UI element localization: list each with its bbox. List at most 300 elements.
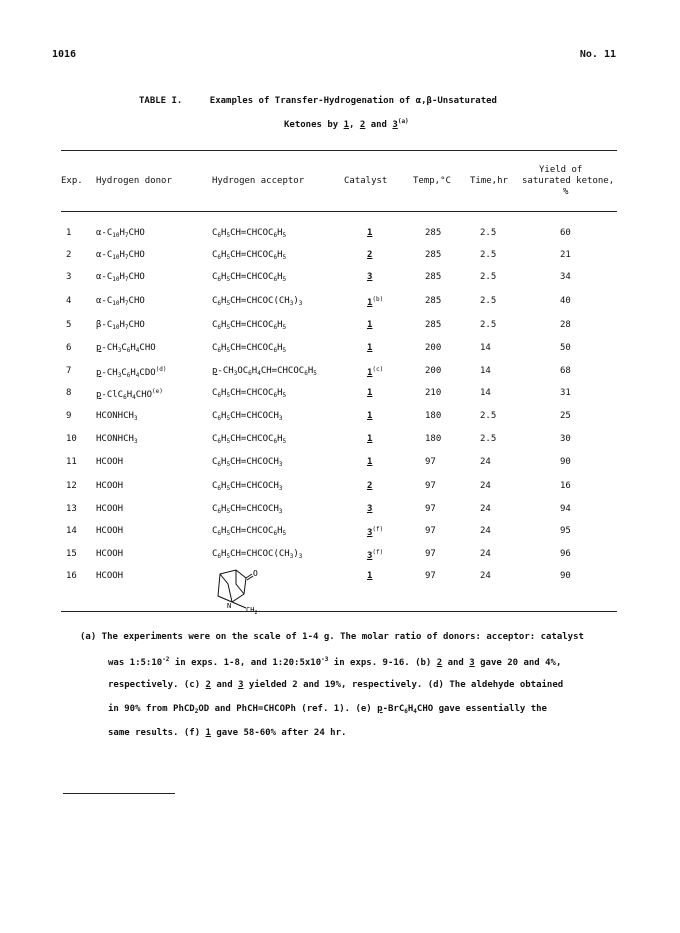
text-segment: H [119,320,125,330]
text-segment: H [307,366,314,376]
cell-exp: 5 [66,320,72,330]
text-segment: H [221,296,227,306]
table-title: Examples of Transfer-Hydrogenation of α,β-Unsaturated [209,96,497,106]
text-segment: H [221,526,227,536]
cell-catalyst [367,343,372,353]
cell-acceptor [212,366,317,377]
cell-yield: 94 [560,504,571,514]
text-segment: 5 [226,485,231,492]
catalyst-number: 1 [367,571,373,581]
cell-yield: 60 [560,228,571,238]
text-segment: 5 [226,254,231,261]
text-segment: 3 [289,553,294,560]
text-segment: HCOOH [96,549,124,559]
text-segment: -CH [217,366,234,376]
text-segment: 2 [436,658,443,668]
text-segment: 3 [233,370,238,377]
text-segment: 5 [226,232,231,239]
text-segment: HCONHCH [96,434,134,444]
text-segment: H [251,366,258,376]
text-segment: p [96,343,102,353]
cell-catalyst [367,571,372,581]
text-segment: 3 [298,553,303,560]
cell-temp: 285 [425,228,442,238]
text-segment: C [212,504,218,514]
cell-donor [96,272,145,283]
cell-exp: 4 [66,296,72,306]
cell-time: 24 [480,549,491,559]
text-segment: 3 [133,438,138,445]
cell-temp: 180 [425,434,442,444]
text-segment: H [119,250,125,260]
cell-time: 2.5 [480,320,497,330]
catalyst-ref-3: 3 [392,120,398,130]
text-segment: 7 [124,300,129,307]
text-segment: H [277,343,283,353]
text-segment: 7 [124,276,129,283]
cell-exp: 6 [66,343,72,353]
cell-time: 24 [480,481,491,491]
text-segment: 10 [112,324,120,331]
text-segment: H [119,296,125,306]
cell-acceptor [212,434,286,445]
text-segment: 10 [112,276,120,283]
cell-time: 24 [480,504,491,514]
cell-catalyst [367,526,383,538]
text-segment: 6 [217,276,222,283]
cell-exp: 11 [66,457,77,467]
text-segment: C [121,368,127,378]
text-segment: in exps. 9-16. (b) [328,658,437,668]
text-segment: 7 [124,232,129,239]
text-segment: OD and PhCH=CHCOPh (ref. 1). (e) [198,704,378,714]
atom-nitrogen: N [227,602,232,610]
col-header-catalyst: Catalyst [344,176,388,186]
text-segment: gave 58-60% after 24 hr. [210,728,347,738]
text-segment: CHO [128,320,145,330]
text-segment: 7 [124,324,129,331]
cell-acceptor [212,343,286,354]
text-segment: -2 [162,656,170,663]
text-segment: 6 [217,530,222,537]
catalyst-footnote-ref: (f) [372,549,384,556]
cell-yield: 90 [560,457,571,467]
text-segment: 3 [289,300,294,307]
text-segment: 6 [217,461,222,468]
text-segment: 6 [217,485,222,492]
text-segment: ) [293,549,299,559]
table-title-line2: Ketones by [284,120,339,130]
text-segment: 5 [226,300,231,307]
text-segment: (a) The experiments were on the scale of 1-4 g. The molar ratio of donors: acceptor: catalyst [80,632,584,642]
text-segment: 1 [205,728,211,738]
text-segment: H [221,504,227,514]
cell-exp: 3 [66,272,72,282]
catalyst-ref-1: 1 [343,120,350,130]
cell-temp: 285 [425,272,442,282]
text-segment: 3 [469,658,475,668]
text-segment: H [221,481,227,491]
text-segment: H [277,434,283,444]
text-segment: 5 [282,276,287,283]
cell-time: 2.5 [480,228,497,238]
cell-time: 2.5 [480,411,497,421]
catalyst-number: 1 [367,228,373,238]
text-segment: C [212,411,218,421]
text-segment: α-C [96,228,113,238]
text-segment: 5 [282,324,287,331]
catalyst-number: 1 [367,457,373,467]
col-header-yield-2: saturated ketone, [522,176,615,186]
text-segment: H [221,388,227,398]
table-top-rule [61,150,617,151]
text-segment: C [212,343,218,353]
text-segment: 3 [278,485,283,492]
text-segment: CH=CHCOCH [230,481,279,491]
text-segment: 3 [117,347,122,354]
text-segment: 3 [298,300,303,307]
text-segment: C [212,250,218,260]
text-segment: H [277,272,283,282]
cell-temp: 180 [425,411,442,421]
text-segment: 6 [217,415,222,422]
cell-time: 24 [480,526,491,536]
text-segment: 5 [226,347,231,354]
table-bottom-rule [61,611,617,612]
text-segment: 6 [273,438,278,445]
text-segment: H [277,388,283,398]
cell-catalyst [367,320,372,330]
cell-exp: 14 [66,526,77,536]
cell-yield: 40 [560,296,571,306]
text-segment: H [119,228,125,238]
cell-time: 2.5 [480,250,497,260]
text-segment: 5 [226,392,231,399]
cell-exp: 8 [66,388,72,398]
text-segment: 6 [273,232,278,239]
text-segment: C [212,481,218,491]
text-segment: H [221,250,227,260]
text-segment: CH=CHCOC [230,320,274,330]
cell-yield: 95 [560,526,571,536]
text-segment: 4 [135,372,140,379]
text-segment: 7 [124,254,129,261]
text-segment: 10 [112,300,120,307]
cell-yield: 16 [560,481,571,491]
text-segment: CH=CHCOC [230,434,274,444]
cell-time: 2.5 [480,434,497,444]
footnote-line [108,656,561,668]
text-segment: 3 [238,680,244,690]
cell-exp: 10 [66,434,77,444]
cell-temp: 200 [425,343,442,353]
cell-temp: 97 [425,481,436,491]
text-segment: respectively. (c) [108,680,206,690]
text-segment: α-C [96,296,113,306]
cell-catalyst [367,481,372,491]
catalyst-number: 2 [367,481,373,491]
catalyst-number: 3 [367,528,373,538]
cell-donor [96,549,123,559]
text-segment: 10 [112,232,120,239]
cell-exp: 16 [66,571,77,581]
text-segment: H [126,390,133,400]
text-segment: 5 [282,438,287,445]
text-segment: 6 [217,324,222,331]
text-segment: 3 [278,415,283,422]
text-segment: gave 20 and 4%, [474,658,562,668]
cell-time: 14 [480,388,491,398]
catalyst-number: 1 [367,434,373,444]
page-number: 1016 [52,49,77,60]
text-segment: CHO [128,228,145,238]
cell-donor [96,504,123,514]
cell-catalyst [367,272,372,282]
cell-donor [96,388,163,401]
cell-temp: 200 [425,366,442,376]
text-segment: ) [293,296,299,306]
catalyst-footnote-ref: (f) [372,526,384,533]
text-segment: (d) [155,366,167,373]
cell-time: 2.5 [480,272,497,282]
text-segment: C [212,388,218,398]
cell-acceptor [212,228,286,239]
cell-donor [96,411,138,422]
text-segment: 6 [273,324,278,331]
cell-acceptor [212,250,286,261]
text-segment: 3 [117,372,122,379]
cell-exp: 7 [66,366,72,376]
catalyst-footnote-ref: (c) [372,366,384,373]
text-segment: C [212,228,218,238]
cell-donor [96,526,123,536]
text-segment: and [210,680,239,690]
text-segment: 5 [282,347,287,354]
text-segment: 5 [282,530,287,537]
text-segment: 5 [226,553,231,560]
cell-temp: 97 [425,549,436,559]
text-segment: 6 [126,372,131,379]
cell-donor [96,434,138,445]
text-segment: CH=CHCOC(CH [230,549,290,559]
col-header-temp: Temp,°C [413,176,451,186]
text-segment: H [221,457,227,467]
text-segment: yielded 2 and 19%, respectively. (d) The aldehyde obtained [243,680,564,690]
text-segment: 5 [226,276,231,283]
cell-yield: 30 [560,434,571,444]
catalyst-number: 1 [367,320,373,330]
cell-temp: 97 [425,571,436,581]
text-segment: 5 [313,370,317,377]
cell-catalyst [367,388,372,398]
text-segment: C [212,296,218,306]
cell-acceptor [212,320,286,331]
text-segment: -BrC [382,704,405,714]
text-segment: p [377,704,383,714]
text-segment: 4 [413,708,417,715]
cell-yield: 31 [560,388,571,398]
end-rule [63,793,175,794]
text-segment: C [212,320,218,330]
text-segment: CHO [139,343,156,353]
issue-number: No. 11 [579,49,616,60]
text-segment: CH=CHCOCH [230,504,279,514]
cell-acceptor [212,388,286,399]
cell-acceptor [212,504,283,515]
text-segment: 5 [226,508,231,515]
text-segment: H [221,549,227,559]
text-segment: H [277,526,283,536]
cell-yield: 34 [560,272,571,282]
text-segment: CH=CHCOCH [230,457,279,467]
cell-donor [96,320,145,331]
cell-yield: 25 [560,411,571,421]
cell-donor [96,571,123,581]
cell-yield: 96 [560,549,571,559]
text-segment: H [221,228,227,238]
text-segment: β-C [96,320,113,330]
text-segment: C [212,272,218,282]
text-segment: 6 [273,347,278,354]
text-segment: 5 [226,324,231,331]
cell-exp: 1 [66,228,72,238]
text-segment: H [119,272,125,282]
text-segment: CH=CHCOC [230,228,274,238]
cell-acceptor [212,549,302,560]
text-segment: and [442,658,470,668]
text-segment: H [221,411,227,421]
text-segment: 5 [282,254,287,261]
text-segment: CH=CHCOC [230,272,274,282]
text-segment: 6 [304,370,308,377]
text-segment: 5 [226,438,231,445]
text-segment: 10 [112,254,120,261]
cell-catalyst [367,549,383,561]
text-segment: -3 [321,656,329,663]
cell-acceptor [212,272,286,283]
text-segment: C [212,457,218,467]
text-segment: 5 [226,530,231,537]
text-segment: 6 [217,232,222,239]
cell-yield: 21 [560,250,571,260]
text-segment: H [221,343,227,353]
cell-donor [96,250,145,261]
cell-catalyst [367,250,372,260]
cell-acceptor [212,481,283,492]
cell-yield: 28 [560,320,571,330]
text-segment: CHO [128,272,145,282]
text-segment: H [277,250,283,260]
text-segment: 4 [135,347,140,354]
text-segment: C [212,549,218,559]
text-segment: 6 [404,708,408,715]
cell-exp: 12 [66,481,77,491]
cell-acceptor [212,526,286,537]
text-segment: 5 [282,232,287,239]
text-segment: 3 [278,508,283,515]
text-segment: -CH [101,343,118,353]
text-segment: H [130,343,136,353]
text-segment: same results. (f) [108,728,206,738]
col-header-time: Time,hr [470,176,508,186]
col-header-yield-1: Yield of [539,165,583,175]
text-segment: p [96,368,102,378]
col-header-donor: Hydrogen donor [96,176,172,186]
cell-temp: 97 [425,457,436,467]
text-segment: H [277,228,283,238]
cell-catalyst [367,411,372,421]
cell-donor [96,296,145,307]
text-segment: C [212,434,218,444]
text-segment: HCOOH [96,457,124,467]
text-segment: p [212,366,218,376]
text-segment: CH=CHCOCH [230,411,279,421]
text-segment: CHO [128,250,145,260]
cell-exp: 15 [66,549,77,559]
cell-yield: 50 [560,343,571,353]
text-segment: 3 [278,461,283,468]
text-segment: (e) [152,388,163,395]
text-segment: H [277,320,283,330]
cell-time: 24 [480,457,491,467]
cell-temp: 285 [425,250,442,260]
catalyst-number: 1 [367,368,373,378]
text-segment: H [221,272,227,282]
text-segment: 6 [217,553,222,560]
text-segment: 6 [126,347,131,354]
catalyst-number: 2 [367,250,373,260]
text-segment: C [212,526,218,536]
text-segment: 6 [217,254,222,261]
cell-yield: 90 [560,571,571,581]
cell-time: 2.5 [480,296,497,306]
text-segment: CH=CHCOC(CH [230,296,290,306]
text-segment: CH=CHCOC [260,366,305,376]
text-segment: CH=CHCOC [230,343,274,353]
cell-temp: 285 [425,296,442,306]
text-segment: 3 [133,415,138,422]
cell-acceptor [212,296,302,307]
catalyst-number: 1 [367,343,373,353]
footnote-line [80,632,584,642]
text-segment: HCONHCH [96,411,134,421]
text-segment: 6 [248,370,252,377]
text-segment: CH=CHCOC [230,526,274,536]
text-segment: 6 [273,530,278,537]
cell-time: 14 [480,366,491,376]
footnote-line [108,680,563,690]
catalyst-footnote-ref: (b) [372,296,384,303]
text-segment: CHO gave essentially the [416,704,547,714]
catalyst-number: 3 [367,272,373,282]
text-segment: 6 [217,347,222,354]
cell-catalyst [367,296,383,308]
text-segment: in 90% from PhCD [108,704,195,714]
text-segment: H [407,704,414,714]
cell-catalyst [367,228,372,238]
text-segment: CHO [128,296,145,306]
text-segment: 6 [123,394,127,401]
cell-temp: 97 [425,526,436,536]
table-label: TABLE I. [139,96,183,106]
text-segment: α-C [96,250,113,260]
text-segment: 5 [226,415,231,422]
cell-exp: 13 [66,504,77,514]
col-header-acceptor: Hydrogen acceptor [212,176,305,186]
catalyst-ref-2: 2 [359,120,366,130]
text-segment: CDO [139,368,156,378]
table-header-rule [61,211,617,212]
